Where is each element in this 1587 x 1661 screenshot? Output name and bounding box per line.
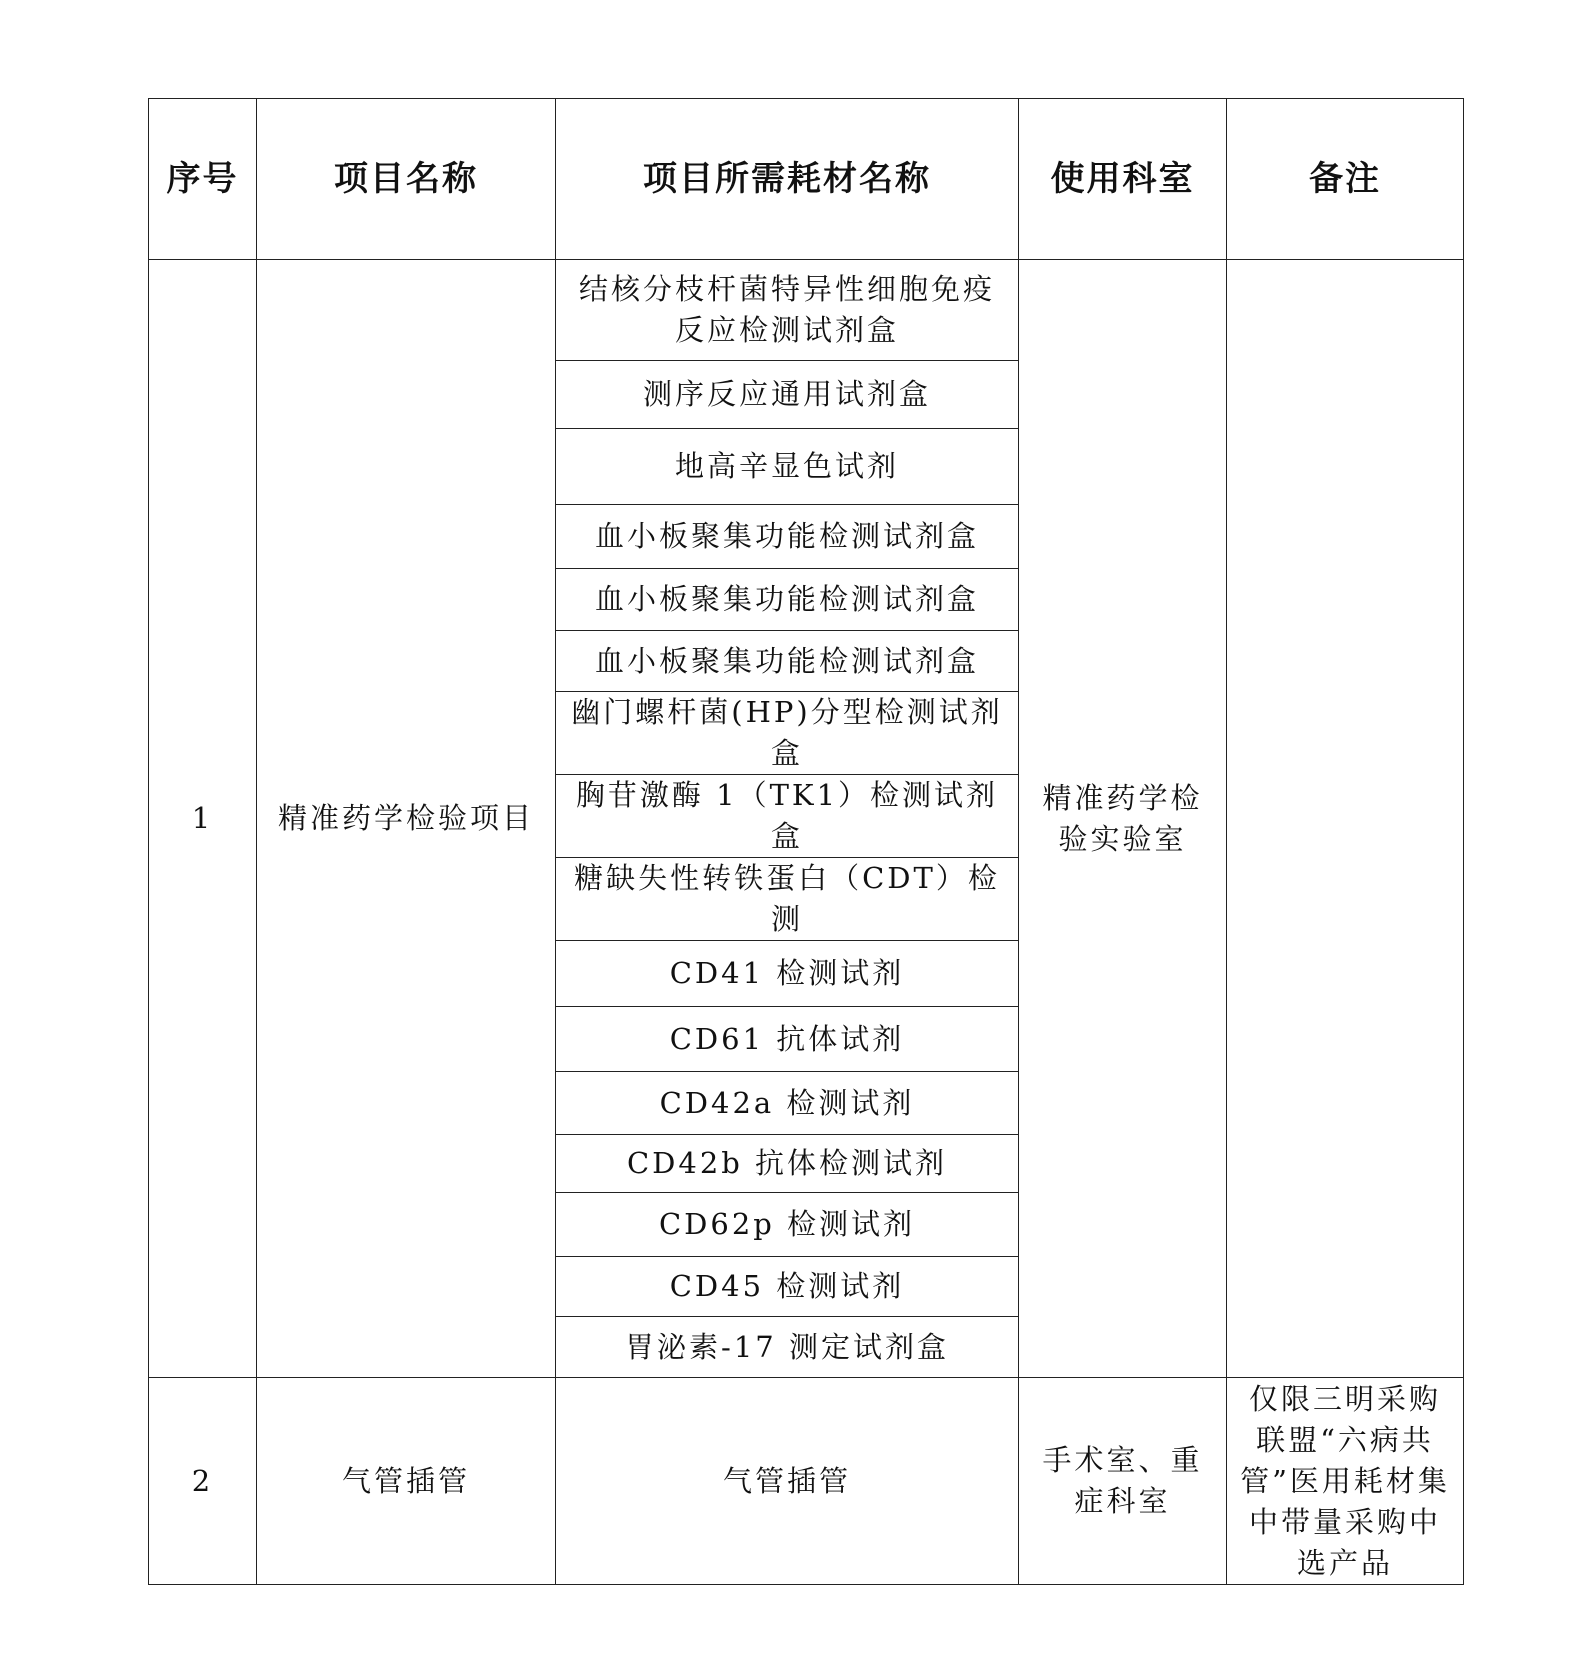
material-cell: 糖缺失性转铁蛋白（CDT）检测 bbox=[556, 858, 1019, 941]
row-note bbox=[1227, 260, 1464, 1378]
header-row bbox=[149, 99, 1464, 260]
material-cell: 结核分枝杆菌特异性细胞免疫反应检测试剂盒 bbox=[556, 260, 1019, 361]
material-cell: CD61 抗体试剂 bbox=[556, 1007, 1019, 1072]
material-cell: CD41 检测试剂 bbox=[556, 941, 1019, 1007]
material-cell: 气管插管 bbox=[556, 1378, 1019, 1585]
row-no: 1 bbox=[149, 260, 257, 1378]
material-cell: 胸苷激酶 1（TK1）检测试剂盒 bbox=[556, 775, 1019, 858]
material-cell: 测序反应通用试剂盒 bbox=[556, 361, 1019, 429]
table-row bbox=[149, 1378, 1464, 1585]
row-project: 精准药学检验项目 bbox=[257, 260, 556, 1378]
header-department: 使用科室 bbox=[1019, 99, 1227, 260]
row-no: 2 bbox=[149, 1378, 257, 1585]
header-note: 备注 bbox=[1227, 99, 1464, 260]
material-cell: 胃泌素-17 测定试剂盒 bbox=[556, 1317, 1019, 1378]
material-cell: CD45 检测试剂 bbox=[556, 1257, 1019, 1317]
header-no: 序号 bbox=[149, 99, 257, 260]
consumables-table bbox=[148, 98, 1464, 1585]
material-cell: CD62p 检测试剂 bbox=[556, 1193, 1019, 1257]
material-cell: 幽门螺杆菌(HP)分型检测试剂盒 bbox=[556, 692, 1019, 775]
material-cell: CD42a 检测试剂 bbox=[556, 1072, 1019, 1135]
material-cell: 血小板聚集功能检测试剂盒 bbox=[556, 505, 1019, 569]
row-department: 精准药学检验实验室 bbox=[1019, 260, 1227, 1378]
material-cell: 血小板聚集功能检测试剂盒 bbox=[556, 569, 1019, 631]
material-cell: CD42b 抗体检测试剂 bbox=[556, 1135, 1019, 1193]
header-project: 项目名称 bbox=[257, 99, 556, 260]
table-row bbox=[149, 260, 1464, 361]
material-cell: 地高辛显色试剂 bbox=[556, 429, 1019, 505]
header-materials: 项目所需耗材名称 bbox=[556, 99, 1019, 260]
row-note: 仅限三明采购联盟“六病共管”医用耗材集中带量采购中选产品 bbox=[1227, 1378, 1464, 1585]
material-cell: 血小板聚集功能检测试剂盒 bbox=[556, 631, 1019, 692]
row-department: 手术室、重症科室 bbox=[1019, 1378, 1227, 1585]
row-project: 气管插管 bbox=[257, 1378, 556, 1585]
